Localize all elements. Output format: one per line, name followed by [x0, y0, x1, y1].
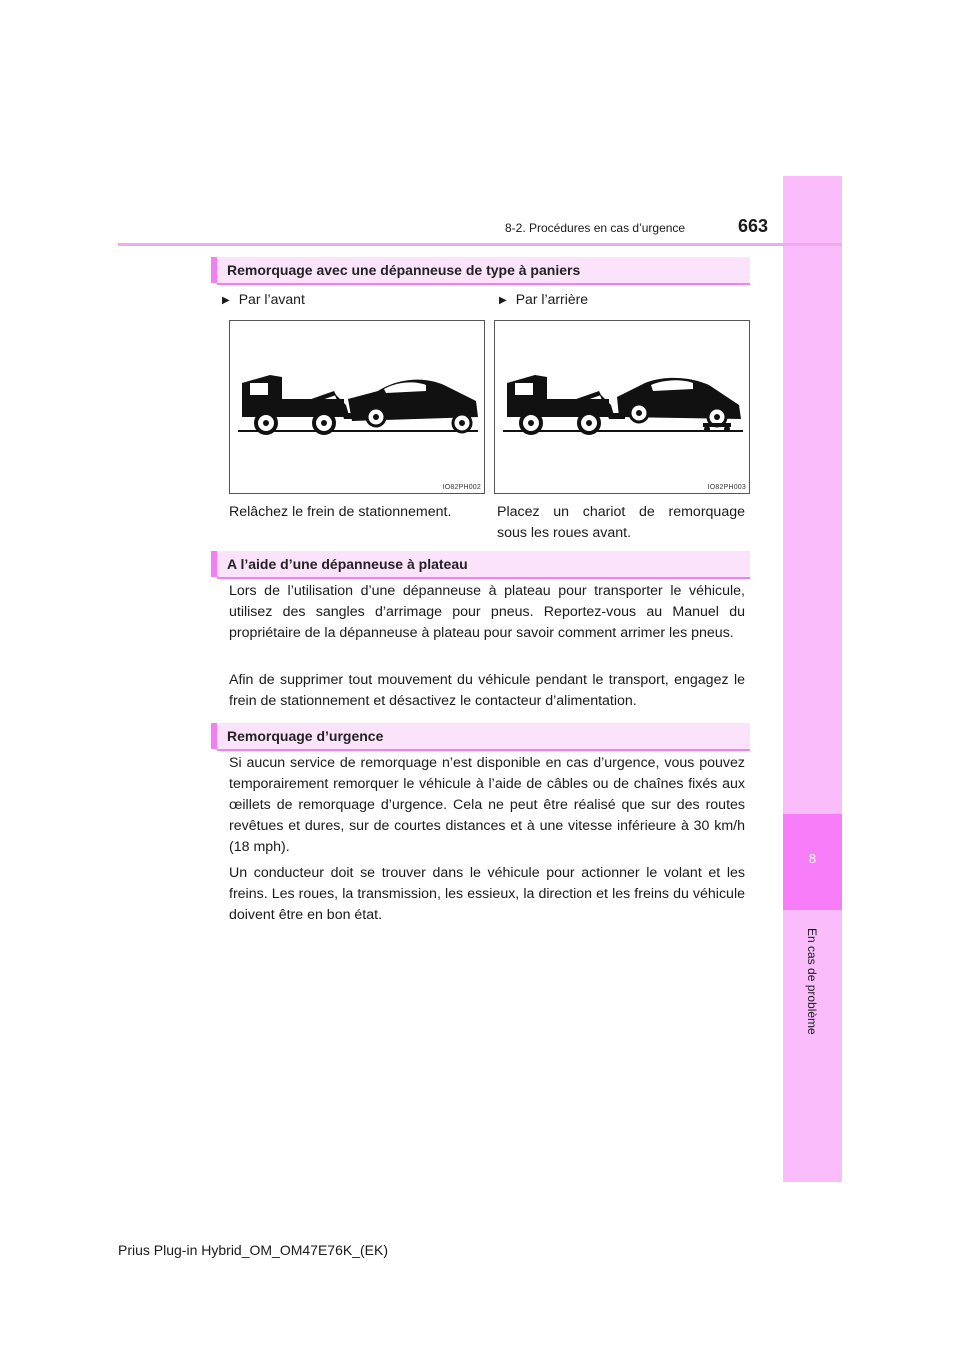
figure-code: IO82PH002 [442, 484, 481, 491]
section-heading-emergency [211, 723, 750, 749]
figure-tow-rear [494, 320, 750, 494]
triangle-right-icon: ▶ [222, 295, 230, 306]
paragraph-flatbed-2: Afin de supprimer tout mouvement du véhicule pendant le transport, engagez le frein de stationnement et désactivez le contacteur d’alimentation. [229, 672, 745, 709]
header-rule [118, 243, 842, 246]
section-heading-text: A l’aide d’une dépanneuse à plateau [227, 556, 468, 572]
triangle-right-icon: ▶ [499, 295, 507, 306]
caption-front: Relâchez le frein de stationnement. [229, 504, 452, 520]
paragraph-emergency-1: Si aucun service de remorquage n’est disponible en cas d’urgence, vous pouvez temporairement remorquer le véhicule à l’aide de câbles ou de chaînes fixés aux œillets de remorquage d’urgence. Cela ne peut être réalisé que sur des routes revêtues et dures, sur de courtes distances et à une vitesse inférieure à 30 km/h (18 mph). [229, 755, 745, 855]
subheading-rear: ▶ Par l’arrière [499, 291, 589, 307]
figure-code: IO82PH003 [707, 484, 746, 491]
chapter-title: En cas de problème [805, 928, 819, 1035]
chapter-number: 8 [808, 851, 817, 866]
page-number: 663 [738, 216, 769, 236]
footer-document-id: Prius Plug-in Hybrid_OM_OM47E76K_(EK) [118, 1242, 388, 1258]
section-heading-text: Remorquage avec une dépanneuse de type à paniers [227, 262, 581, 278]
tow-truck-front-illustration [230, 321, 484, 493]
caption-rear: Placez un chariot de remorquage sous les roues avant. [497, 504, 745, 541]
tow-truck-rear-illustration [495, 321, 749, 493]
figure-tow-front [229, 320, 485, 494]
section-title: 8-2. Procédures en cas d’urgence [505, 221, 686, 235]
section-heading-flatbed [211, 551, 750, 577]
paragraph-flatbed-1: Lors de l’utilisation d’une dépanneuse à plateau pour transporter le véhicule, utilisez des sangles d’arrimage pour pneus. Reportez-vous au Manuel du propriétaire de la dépanneuse à plateau pour savoir comment arrimer les pneus. [229, 583, 745, 641]
section-heading-text: Remorquage d’urgence [227, 728, 384, 744]
paragraph-emergency-2: Un conducteur doit se trouver dans le véhicule pour actionner le volant et les freins. Les roues, la transmission, les essieux, la direction et les freins du véhicule doivent être en bon état. [229, 865, 745, 923]
section-heading-basket [211, 257, 750, 283]
subheading-front: ▶ Par l’avant [222, 291, 305, 307]
